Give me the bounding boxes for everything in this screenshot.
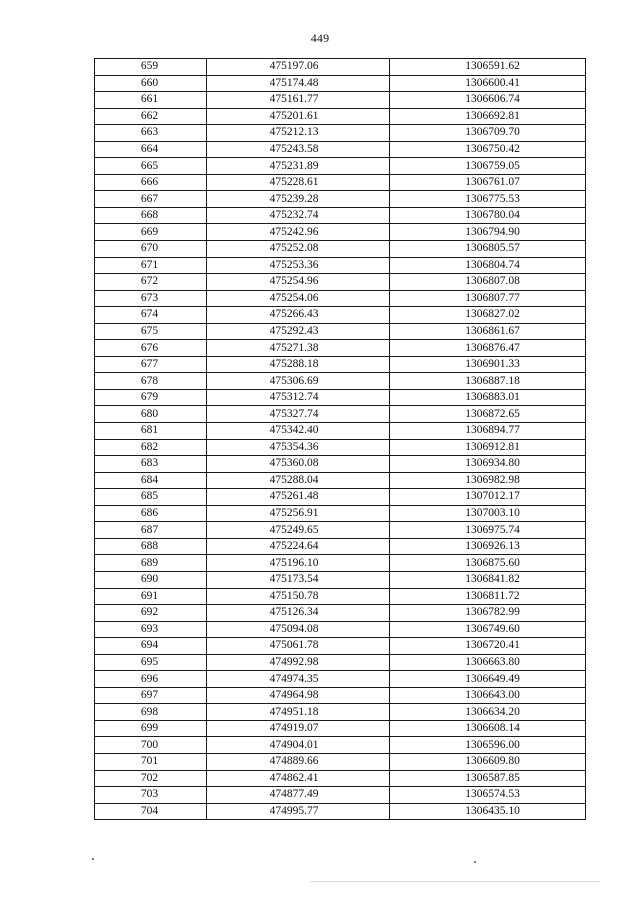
y-coordinate-cell: 1306587.85 (390, 770, 586, 787)
y-coordinate-cell: 1306596.00 (390, 737, 586, 754)
y-coordinate-cell: 1306606.74 (390, 92, 586, 109)
y-coordinate-cell: 1306811.72 (390, 588, 586, 605)
x-coordinate-cell: 475197.06 (207, 59, 390, 76)
y-coordinate-cell: 1306609.80 (390, 753, 586, 770)
x-coordinate-cell: 475173.54 (207, 571, 390, 588)
point-number-cell: 692 (95, 605, 207, 622)
table-row (95, 257, 586, 274)
table-row (95, 803, 586, 820)
point-number-cell: 675 (95, 323, 207, 340)
y-coordinate-cell: 1306720.41 (390, 638, 586, 655)
y-coordinate-cell: 1306634.20 (390, 704, 586, 721)
table-row (95, 687, 586, 704)
y-coordinate-cell: 1306887.18 (390, 373, 586, 390)
point-number-cell: 668 (95, 207, 207, 224)
point-number-cell: 696 (95, 671, 207, 688)
y-coordinate-cell: 1306608.14 (390, 720, 586, 737)
y-coordinate-cell: 1307003.10 (390, 505, 586, 522)
point-number-cell: 698 (95, 704, 207, 721)
table-row (95, 753, 586, 770)
table-row (95, 588, 586, 605)
table-row (95, 423, 586, 440)
point-number-cell: 690 (95, 571, 207, 588)
x-coordinate-cell: 475224.64 (207, 538, 390, 555)
point-number-cell: 667 (95, 191, 207, 208)
y-coordinate-cell: 1306901.33 (390, 356, 586, 373)
y-coordinate-cell: 1307012.17 (390, 489, 586, 506)
x-coordinate-cell: 475150.78 (207, 588, 390, 605)
x-coordinate-cell: 474974.35 (207, 671, 390, 688)
x-coordinate-cell: 475061.78 (207, 638, 390, 655)
x-coordinate-cell: 475253.36 (207, 257, 390, 274)
point-number-cell: 681 (95, 423, 207, 440)
table-row (95, 671, 586, 688)
y-coordinate-cell: 1306709.70 (390, 125, 586, 142)
y-coordinate-cell: 1306435.10 (390, 803, 586, 820)
x-coordinate-cell: 475354.36 (207, 439, 390, 456)
point-number-cell: 662 (95, 108, 207, 125)
point-number-cell: 660 (95, 75, 207, 92)
y-coordinate-cell: 1306872.65 (390, 406, 586, 423)
point-number-cell: 674 (95, 307, 207, 324)
x-coordinate-cell: 475201.61 (207, 108, 390, 125)
table-row (95, 274, 586, 291)
y-coordinate-cell: 1306861.67 (390, 323, 586, 340)
y-coordinate-cell: 1306804.74 (390, 257, 586, 274)
x-coordinate-cell: 474877.49 (207, 787, 390, 804)
table-row (95, 224, 586, 241)
table-row (95, 522, 586, 539)
table-row (95, 538, 586, 555)
scan-artifact-line (310, 881, 600, 882)
table-row (95, 307, 586, 324)
table-row (95, 654, 586, 671)
x-coordinate-cell: 474964.98 (207, 687, 390, 704)
point-number-cell: 664 (95, 141, 207, 158)
x-coordinate-cell: 475292.43 (207, 323, 390, 340)
x-coordinate-cell: 475161.77 (207, 92, 390, 109)
y-coordinate-cell: 1306794.90 (390, 224, 586, 241)
x-coordinate-cell: 475242.96 (207, 224, 390, 241)
table-row (95, 125, 586, 142)
x-coordinate-cell: 475271.38 (207, 340, 390, 357)
table-row (95, 439, 586, 456)
table-row (95, 638, 586, 655)
x-coordinate-cell: 475232.74 (207, 207, 390, 224)
table-row (95, 158, 586, 175)
y-coordinate-cell: 1306600.41 (390, 75, 586, 92)
x-coordinate-cell: 475252.08 (207, 241, 390, 258)
point-number-cell: 680 (95, 406, 207, 423)
point-number-cell: 688 (95, 538, 207, 555)
x-coordinate-cell: 475360.08 (207, 456, 390, 473)
y-coordinate-cell: 1306805.57 (390, 241, 586, 258)
x-coordinate-cell: 475256.91 (207, 505, 390, 522)
x-coordinate-cell: 475249.65 (207, 522, 390, 539)
table-row (95, 406, 586, 423)
table-row (95, 290, 586, 307)
table-row (95, 191, 586, 208)
x-coordinate-cell: 475306.69 (207, 373, 390, 390)
y-coordinate-cell: 1306875.60 (390, 555, 586, 572)
x-coordinate-cell: 474889.66 (207, 753, 390, 770)
point-number-cell: 702 (95, 770, 207, 787)
table-row (95, 323, 586, 340)
point-number-cell: 665 (95, 158, 207, 175)
table-row (95, 174, 586, 191)
point-number-cell: 684 (95, 472, 207, 489)
x-coordinate-cell: 475288.04 (207, 472, 390, 489)
x-coordinate-cell: 475254.96 (207, 274, 390, 291)
point-number-cell: 671 (95, 257, 207, 274)
point-number-cell: 700 (95, 737, 207, 754)
x-coordinate-cell: 475254.06 (207, 290, 390, 307)
y-coordinate-cell: 1306782.99 (390, 605, 586, 622)
x-coordinate-cell: 475266.43 (207, 307, 390, 324)
y-coordinate-cell: 1306894.77 (390, 423, 586, 440)
point-number-cell: 659 (95, 59, 207, 76)
point-number-cell: 687 (95, 522, 207, 539)
point-number-cell: 677 (95, 356, 207, 373)
y-coordinate-cell: 1306975.74 (390, 522, 586, 539)
x-coordinate-cell: 474951.18 (207, 704, 390, 721)
y-coordinate-cell: 1306761.07 (390, 174, 586, 191)
y-coordinate-cell: 1306934.80 (390, 456, 586, 473)
point-number-cell: 694 (95, 638, 207, 655)
table-row (95, 373, 586, 390)
point-number-cell: 685 (95, 489, 207, 506)
table-row (95, 605, 586, 622)
y-coordinate-cell: 1306663.80 (390, 654, 586, 671)
table-row (95, 489, 586, 506)
point-number-cell: 691 (95, 588, 207, 605)
x-coordinate-cell: 474904.01 (207, 737, 390, 754)
y-coordinate-cell: 1306591.62 (390, 59, 586, 76)
point-number-cell: 689 (95, 555, 207, 572)
table-row (95, 59, 586, 76)
y-coordinate-cell: 1306841.82 (390, 571, 586, 588)
x-coordinate-cell: 475261.48 (207, 489, 390, 506)
y-coordinate-cell: 1306759.05 (390, 158, 586, 175)
y-coordinate-cell: 1306574.53 (390, 787, 586, 804)
y-coordinate-cell: 1306643.00 (390, 687, 586, 704)
scan-speck (474, 861, 476, 863)
table-row (95, 770, 586, 787)
table-row (95, 108, 586, 125)
x-coordinate-cell: 474995.77 (207, 803, 390, 820)
x-coordinate-cell: 474919.07 (207, 720, 390, 737)
table-row (95, 737, 586, 754)
point-number-cell: 693 (95, 621, 207, 638)
point-number-cell: 670 (95, 241, 207, 258)
table-row (95, 356, 586, 373)
y-coordinate-cell: 1306827.02 (390, 307, 586, 324)
coordinate-table-body (95, 59, 586, 820)
point-number-cell: 672 (95, 274, 207, 291)
point-number-cell: 669 (95, 224, 207, 241)
y-coordinate-cell: 1306807.77 (390, 290, 586, 307)
x-coordinate-cell: 475196.10 (207, 555, 390, 572)
x-coordinate-cell: 475327.74 (207, 406, 390, 423)
point-number-cell: 683 (95, 456, 207, 473)
x-coordinate-cell: 475288.18 (207, 356, 390, 373)
table-row (95, 720, 586, 737)
point-number-cell: 704 (95, 803, 207, 820)
point-number-cell: 686 (95, 505, 207, 522)
table-row (95, 555, 586, 572)
x-coordinate-cell: 475174.48 (207, 75, 390, 92)
table-row (95, 75, 586, 92)
y-coordinate-cell: 1306775.53 (390, 191, 586, 208)
x-coordinate-cell: 474992.98 (207, 654, 390, 671)
table-row (95, 389, 586, 406)
coordinate-table (94, 58, 586, 820)
y-coordinate-cell: 1306876.47 (390, 340, 586, 357)
point-number-cell: 699 (95, 720, 207, 737)
table-row (95, 456, 586, 473)
point-number-cell: 695 (95, 654, 207, 671)
y-coordinate-cell: 1306750.42 (390, 141, 586, 158)
x-coordinate-cell: 475228.61 (207, 174, 390, 191)
point-number-cell: 673 (95, 290, 207, 307)
x-coordinate-cell: 475342.40 (207, 423, 390, 440)
point-number-cell: 701 (95, 753, 207, 770)
table-row (95, 141, 586, 158)
table-row (95, 340, 586, 357)
y-coordinate-cell: 1306982.98 (390, 472, 586, 489)
x-coordinate-cell: 475312.74 (207, 389, 390, 406)
table-row (95, 505, 586, 522)
y-coordinate-cell: 1306749.60 (390, 621, 586, 638)
y-coordinate-cell: 1306883.01 (390, 389, 586, 406)
table-row (95, 241, 586, 258)
page-number: 449 (310, 31, 330, 45)
x-coordinate-cell: 475212.13 (207, 125, 390, 142)
y-coordinate-cell: 1306780.04 (390, 207, 586, 224)
point-number-cell: 697 (95, 687, 207, 704)
point-number-cell: 682 (95, 439, 207, 456)
table-row (95, 704, 586, 721)
point-number-cell: 676 (95, 340, 207, 357)
scan-speck (92, 858, 94, 860)
x-coordinate-cell: 475243.58 (207, 141, 390, 158)
y-coordinate-cell: 1306649.49 (390, 671, 586, 688)
y-coordinate-cell: 1306807.08 (390, 274, 586, 291)
table-row (95, 207, 586, 224)
point-number-cell: 666 (95, 174, 207, 191)
point-number-cell: 661 (95, 92, 207, 109)
x-coordinate-cell: 475239.28 (207, 191, 390, 208)
point-number-cell: 703 (95, 787, 207, 804)
x-coordinate-cell: 475094.08 (207, 621, 390, 638)
y-coordinate-cell: 1306912.81 (390, 439, 586, 456)
point-number-cell: 663 (95, 125, 207, 142)
x-coordinate-cell: 475231.89 (207, 158, 390, 175)
table-row (95, 787, 586, 804)
table-row (95, 472, 586, 489)
point-number-cell: 678 (95, 373, 207, 390)
x-coordinate-cell: 475126.34 (207, 605, 390, 622)
x-coordinate-cell: 474862.41 (207, 770, 390, 787)
table-row (95, 621, 586, 638)
table-row (95, 92, 586, 109)
y-coordinate-cell: 1306926.13 (390, 538, 586, 555)
table-row (95, 571, 586, 588)
point-number-cell: 679 (95, 389, 207, 406)
y-coordinate-cell: 1306692.81 (390, 108, 586, 125)
